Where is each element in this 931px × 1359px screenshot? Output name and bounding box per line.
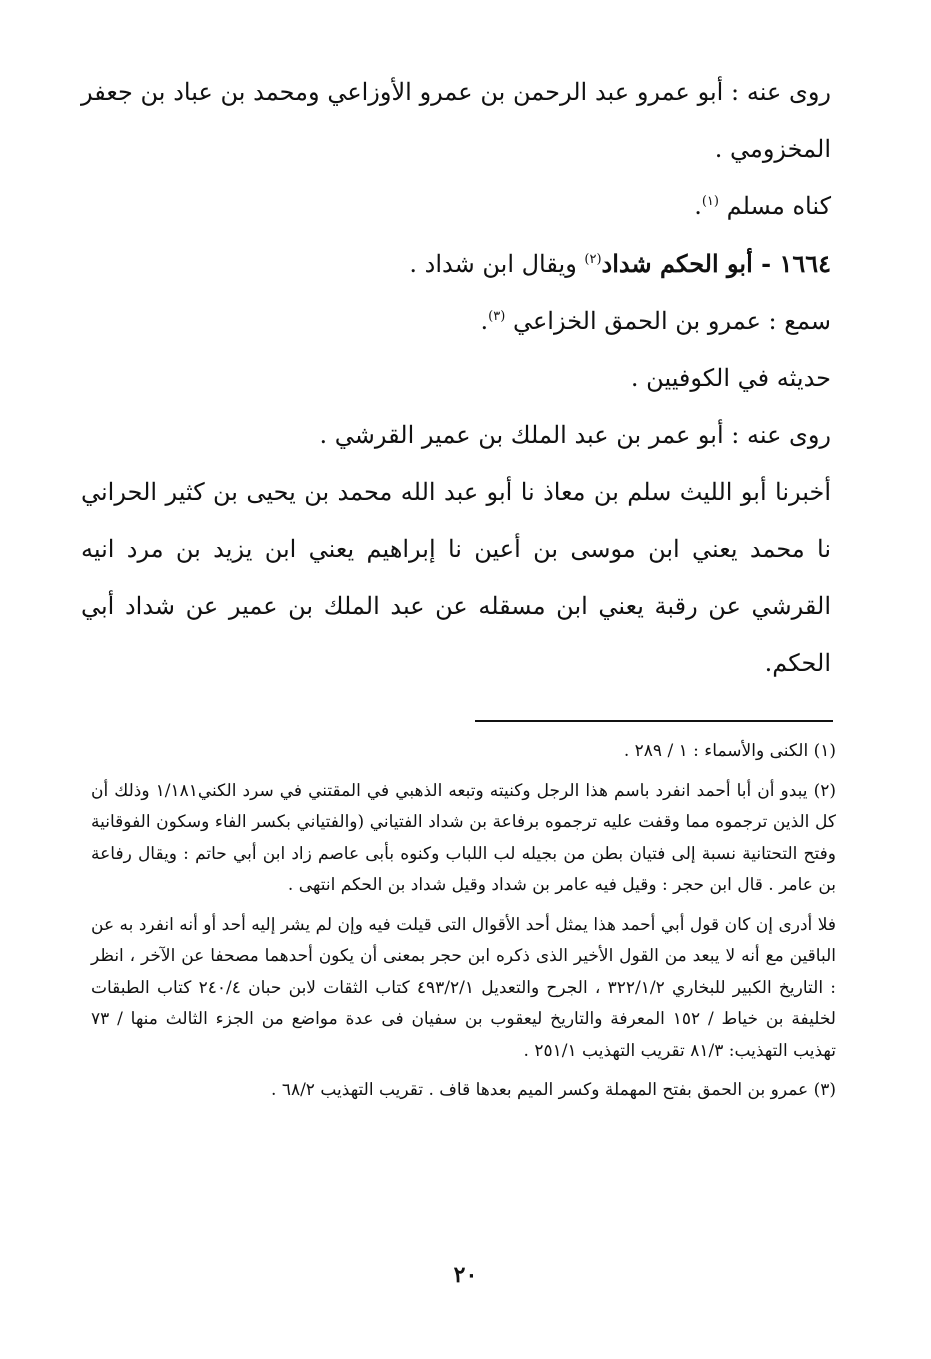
kunya-end: . — [694, 192, 702, 220]
footnote-1: (١) الكنى والأسماء : ١ / ٢٨٩ . — [623, 741, 836, 761]
footnote-ref-1: (١) — [701, 194, 719, 209]
entry-name: أبو الحكم شداد — [601, 249, 753, 278]
heard-end: . — [480, 307, 489, 335]
paragraph-kunya — [81, 178, 831, 235]
heard-text: سمع : عمرو بن الحمق الخزاعي — [512, 307, 831, 335]
footnote-2-continued: فلا أدرى إن كان قول أبي أحمد هذا يمثل أحد الأقوال التى قيلت فيه وإن لم يشر إليه أحد أو أنه انفرد به عن الباقين مع أنه لا يبعد من القول الأخير الذى ذكره ابن حجر بمعنى أن يكون أحدهما مصحفا عن الآخر ، انظر : التاريخ الكبير للبخاري ٣٢٢/١/٢ ، الجرح والتعديل ٤٩٣/٢/١ كتاب الثقات لابن حبان ٢٤٠/٤ كتاب الطبقات لخليفة بن خياط / ١٥٢ المعرفة والتاريخ ليعقوب بن سفيان فى عدة مواضع من الجزء الثالث منها / ٧٣ تهذيب التهذيب: ٨١/٣ تقريب التهذيب ٢٥١/١ . — [91, 914, 837, 1061]
paragraph-narrated-by: روى عنه : أبو عمر بن عبد الملك بن عمير القرشي . — [319, 421, 831, 449]
paragraph-narrators: روى عنه : أبو عمرو عبد الرحمن بن عمرو الأوزاعي ومحمد بن عباد بن جعفر المخزومي . — [81, 78, 832, 163]
paragraph-hadith: حديثه في الكوفيين . — [630, 364, 831, 392]
footnote-ref-3: (٣) — [488, 309, 506, 324]
entry-number: ١٦٦٤ — [779, 249, 831, 278]
footnote-ref-2: (٢) — [584, 252, 602, 267]
main-text — [81, 64, 831, 692]
footnote-3: (٣) عمرو بن الحمق بفتح المهملة وكسر الميم بعدها قاف . تقريب التهذيب ٦٨/٢ . — [271, 1080, 836, 1100]
paragraph-isnad: أخبرنا أبو الليث سلم بن معاذ نا أبو عبد الله محمد بن يحيى بن كثير الحراني نا محمد يعني ابن موسى بن أعين نا إبراهيم يعني ابن يزيد بن مرد انيه القرشي عن رقبة يعني ابن مسقله عن عبد الملك بن عمير عن شداد أبي الحكم. — [81, 478, 831, 677]
footnote-2: (٢) يبدو أن أبا أحمد انفرد باسم هذا الرجل وكنيته وتبعه الذهبي في المقتني في سرد الكني١/١٨١ وذلك أن كل الذين ترجموه مما وقفت عليه ترجموه برفاعة بن شداد الفتياني (والفتياني بكسر الفاء وسكون الفوقانية وفتح التحتانية نسبة إلى فتيان بطن من بجيله لب اللباب وكنوه بأبى عاصم زاد ابن أبي حاتم : ويقال رفاعة بن عامر . قال ابن حجر : وقيل فيه عامر بن شداد وقيل شداد بن الحكم انتهى . — [91, 780, 836, 895]
footnotes — [91, 736, 836, 1107]
kunya-text: كناه مسلم — [726, 192, 831, 220]
footnote-separator — [475, 720, 833, 722]
page-number: ٢٠ — [453, 1262, 478, 1288]
entry-heading — [81, 235, 831, 293]
entry-dash: - — [752, 249, 780, 278]
paragraph-heard — [81, 293, 831, 350]
entry-rest: ويقال ابن شداد . — [409, 250, 585, 278]
